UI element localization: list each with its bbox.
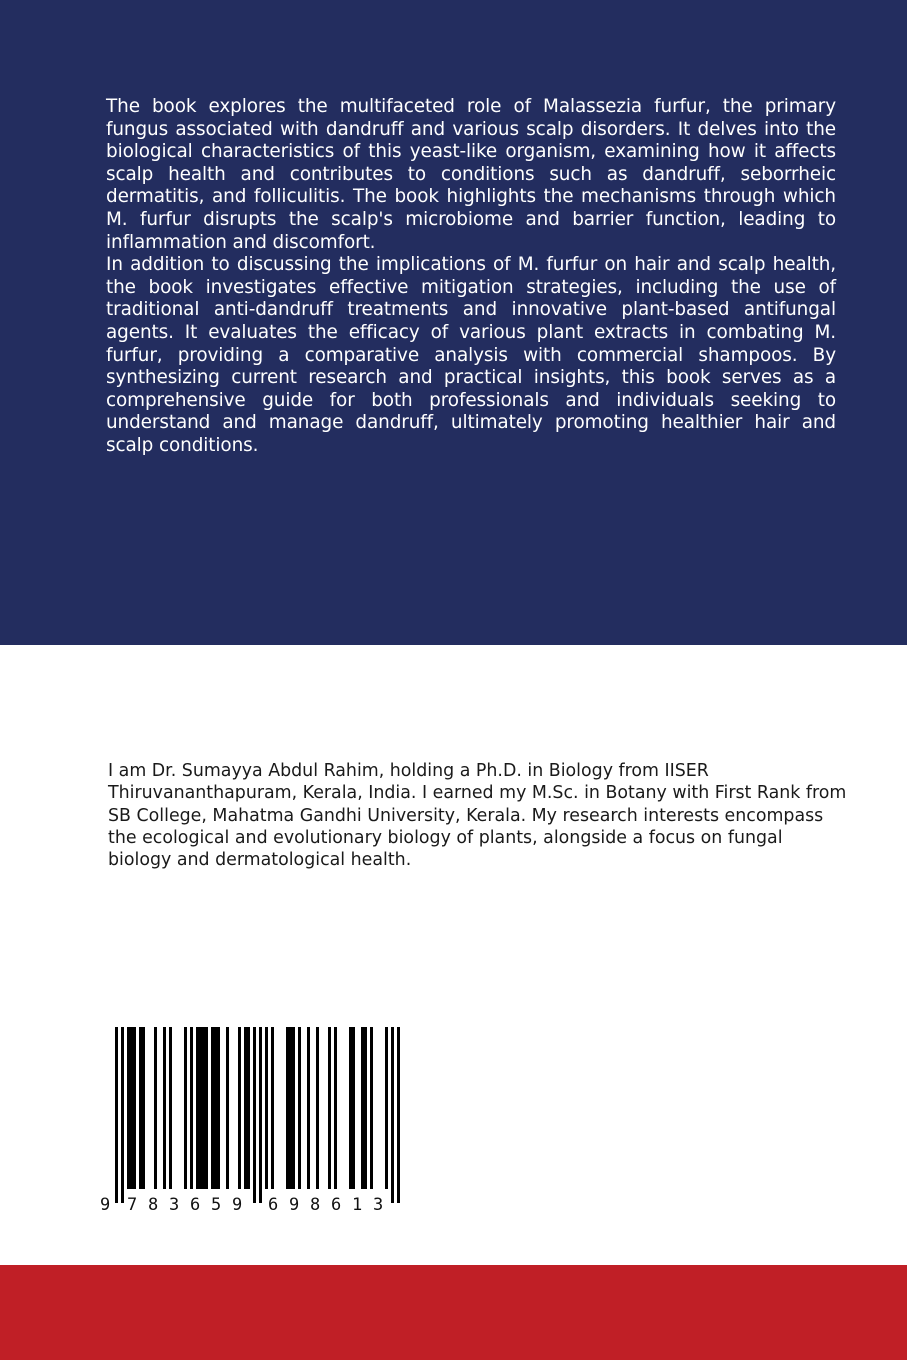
barcode-bar bbox=[169, 1027, 172, 1189]
barcode-bar bbox=[154, 1027, 157, 1189]
barcode-bar bbox=[286, 1027, 289, 1189]
barcode-bar bbox=[385, 1027, 388, 1189]
barcode-bar bbox=[139, 1027, 142, 1189]
isbn-digit: 3 bbox=[169, 1195, 180, 1215]
isbn-barcode bbox=[100, 1027, 430, 1222]
barcode-bar bbox=[127, 1027, 130, 1189]
isbn-digit: 8 bbox=[310, 1195, 321, 1215]
blurb-paragraph-2: In addition to discussing the implications of M. furfur on hair and scalp health, the book investigates effective mitigation strategies, including the use of traditional anti-dandruff treatments and innovative plant-based antifungal agents. It evaluates the efficacy of various plant extracts in combating M. furfur, providing a comparative analysis with commercial shampoos. By synthesizing current research and practical insights, this book serves as a comprehensive guide for both professionals and individuals seeking to understand and manage dandruff, ultimately promoting healthier hair and scalp conditions. bbox=[106, 254, 836, 456]
barcode-bar bbox=[271, 1027, 274, 1189]
barcode-bar bbox=[259, 1027, 262, 1203]
barcode-bar bbox=[199, 1027, 202, 1189]
barcode-bar bbox=[334, 1027, 337, 1189]
isbn-digit: 6 bbox=[190, 1195, 201, 1215]
barcode-bar bbox=[211, 1027, 214, 1189]
barcode-bar bbox=[370, 1027, 373, 1189]
book-blurb bbox=[106, 96, 836, 458]
barcode-bar bbox=[352, 1027, 355, 1189]
barcode-bar bbox=[361, 1027, 364, 1189]
barcode-bar bbox=[328, 1027, 331, 1189]
barcode-bar bbox=[265, 1027, 268, 1189]
isbn-number bbox=[100, 1195, 420, 1219]
isbn-digit: 8 bbox=[148, 1195, 159, 1215]
barcode-bar bbox=[163, 1027, 166, 1189]
barcode-bar bbox=[289, 1027, 292, 1189]
isbn-digit: 9 bbox=[289, 1195, 300, 1215]
barcode-bar bbox=[202, 1027, 205, 1189]
barcode-bar bbox=[244, 1027, 247, 1189]
barcode-bar bbox=[142, 1027, 145, 1189]
barcode-bar bbox=[364, 1027, 367, 1189]
isbn-digit: 7 bbox=[127, 1195, 138, 1215]
barcode-bar bbox=[205, 1027, 208, 1189]
cover-top-panel bbox=[0, 0, 907, 645]
barcode-bar bbox=[247, 1027, 250, 1189]
isbn-digit: 1 bbox=[352, 1195, 363, 1215]
barcode-bar bbox=[115, 1027, 118, 1203]
barcode-bar bbox=[130, 1027, 133, 1189]
barcode-bar bbox=[316, 1027, 319, 1189]
barcode-bar bbox=[253, 1027, 256, 1203]
barcode-bar bbox=[397, 1027, 400, 1203]
barcode-bar bbox=[133, 1027, 136, 1189]
barcode-bar bbox=[298, 1027, 301, 1189]
author-bio: I am Dr. Sumayya Abdul Rahim, holding a Ph.D. in Biology from IISER Thiruvananthapuram, Kerala, India. I earned my M.Sc. in Botany with First Rank from SB College, Mahatma Gandhi University, Kerala. My research interests encompass the ecological and evolutionary biology of plants, alongside a focus on fungal biology and dermatological health. bbox=[108, 761, 847, 871]
blurb-paragraph-1: The book explores the multifaceted role of Malassezia furfur, the primary fungus associated with dandruff and various scalp disorders. It delves into the biological characteristics of this yeast-like organism, examining how it affects scalp health and contributes to conditions such as dandruff, seborrheic dermatitis, and folliculitis. The book highlights the mechanisms through which M. furfur disrupts the scalp's microbiome and barrier function, leading to inflammation and discomfort. bbox=[106, 96, 836, 253]
barcode-bar bbox=[217, 1027, 220, 1189]
barcode-bar bbox=[307, 1027, 310, 1189]
barcode-bar bbox=[349, 1027, 352, 1189]
barcode-bar bbox=[214, 1027, 217, 1189]
barcode-bar bbox=[391, 1027, 394, 1203]
barcode-bar bbox=[196, 1027, 199, 1189]
isbn-digit: 6 bbox=[331, 1195, 342, 1215]
isbn-digit: 3 bbox=[373, 1195, 384, 1215]
barcode-bar bbox=[121, 1027, 124, 1203]
isbn-digit: 5 bbox=[211, 1195, 222, 1215]
isbn-digit: 6 bbox=[268, 1195, 279, 1215]
isbn-digit: 9 bbox=[232, 1195, 243, 1215]
isbn-digit: 9 bbox=[100, 1195, 111, 1215]
barcode-bar bbox=[292, 1027, 295, 1189]
cover-bottom-band bbox=[0, 1265, 907, 1360]
barcode-bar bbox=[184, 1027, 187, 1189]
barcode-bar bbox=[238, 1027, 241, 1189]
barcode-bar bbox=[226, 1027, 229, 1189]
barcode-bar bbox=[190, 1027, 193, 1189]
